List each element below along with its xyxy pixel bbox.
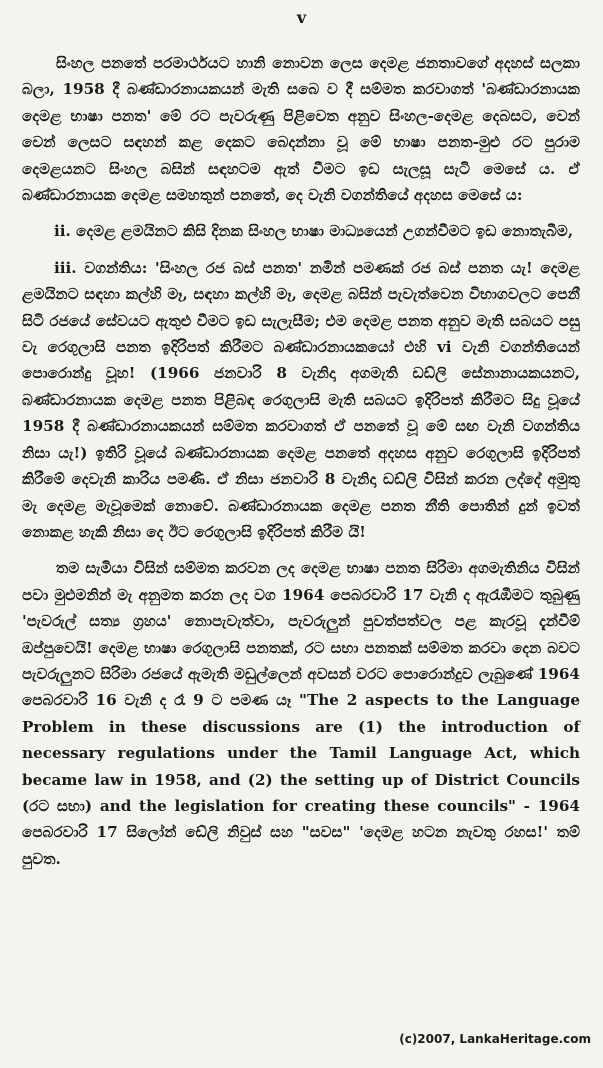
page-number: v (296, 8, 307, 27)
paragraph-intro: සිංහල පනතේ පරමාර්ථයට හානි නොවන ලෙස දෙමළ ජනතාවගේ අදහස් සලකා බලා, 1958 දී බණ්ඩාරනායකයන් මැති සබෙ ව දී සම්මත කරවාගත් 'බණ්ඩාරනායක දෙමළ භාෂා පනත' මේ රට පැවරුණු පිළිවෙත අනුව සිංහල-දෙමළ දෙබසට, වෙන් වෙන් ලෙසට සඳහන් කළ දෙකට බෙදන්නා වූ මේ භාෂා පනත-මුළු රට පුරාම දෙමළයනට සිංහල බසින් සඳහටම ඇත් වීමට ඉඩ සැලසූ සැටි මෙසේ ය. ඒ බණ්ඩාරනායක දෙමළ සමහතුන් පනතේ, දෙ වැනි වගන්තියේ අදහස මෙසේ ය: (22, 54, 580, 205)
body-text (22, 50, 580, 882)
paragraph-sirima: තම සැමියා විසින් සම්මත කරවන ලද දෙමළ භාෂා පනත සිරිමා අගමැතිනිය විසින් පවා මුළුමනින් මැ අනුමත කරන ලද වග 1964 පෙබරවාරි 17 වැනි ද ඇරැඹීමට තුබුණු 'පැවරුල් සත්‍ය ග්‍රහය' නොපැවැත්වා, පැවරුලුන් පුවත්පත්වල පළ කැරවූ දැන්වීම් ඔප්පුවෙයි! දෙමළ භාෂා රෙගුලාසි පනතක්, රට සභා පනතක් සම්මත කරවා දෙන බවට පැවරුලුනට සිරිමා රජයේ ඇමැති මඩුල්ලෙන් අවසන් වරට පොරොන්දුව ලැබුණේ 1964 පෙබරවාරි 16 වැනි ද රෑ 9 ට පමණ යෑ "The 2 aspects to the Language Problem in these discussions are (1) the introduction of necessary regulations under the Tamil Language Act, which became law in 1958, and (2) the setting up of District Councils (රට සභා) and the legislation for creating these councils" - 1964 පෙබරවාරි 17 සිලෝන් ඩේලි නිවුස් සහ "සවස" 'දෙමළ හටන නැවතු රහස!' තම් පුවත. (22, 559, 580, 868)
copyright-footer: (c)2007, LankaHeritage.com (399, 1032, 591, 1046)
paragraph-clause-ii: ii. දෙමළ ළමයිනට කිසි දිනක සිංහල භාෂා මාධ්‍යයෙන් උගන්වීමට ඉඩ නොතැබීම, (54, 222, 574, 241)
paragraph-clause-iii: iii. වගන්තිය: 'සිංහල රජ බස් පනත' නමින් පමණක් රජ බස් පනත යැ! දෙමළ ළමයිනට සඳහා කල්හි මෑ, සඳහා කල්හි මෑ, දෙමළ බසින් පැවැත්වෙන විභාගවලට පෙනී සිටි රජයේ සේවයට ඇතුළු වීමට ඉඩ සැලැසීම; එම දෙමළ පනත අනුව මැති සබයට පසු වැ රෙගුලාසි පනත ඉදිරිපත් කිරීමට බණ්ඩාරනායකයෝ එහි vi වැනි වගන්තියෙන් පොරොන්දු වූහ! (1966 ජනවාරි 8 වැනිදා අගමැති ඩඩ්ලි සේනානායකයනට, බණ්ඩාරනායක දෙමළ පනත පිළිබඳ රෙගුලාසි මැති සබයට ඉදිරිපත් කිරීමට සිදු වූයේ 1958 දී බණ්ඩාරනායකයන් සම්මත කරවාගත් ඒ පනතේ වූ මේ සඟ වැනි වගන්තිය නිසා යැ!) ඉතිරි වූයේ බණ්ඩාරනායක දෙමළ පනතේ අදහස අනුව රෙගුලාසි ඉදිරිපත් කිරීමේ දෙවැනි කාරිය පමණි. ඒ නිසා ජනවාරි 8 වැනිදා ඩඩ්ලි විසින් කරන ලද්දේ අමුතු මැ දෙමළ මැවූමෙක් නොවේ. බණ්ඩාරනායක දෙමළ පනත නීති පොතින් දුන් ඉවත් නොකළ හැකි නිසා දෙ ඊට රෙගුලාසි ඉදිරිපත් කිරීම යි! (22, 258, 580, 541)
